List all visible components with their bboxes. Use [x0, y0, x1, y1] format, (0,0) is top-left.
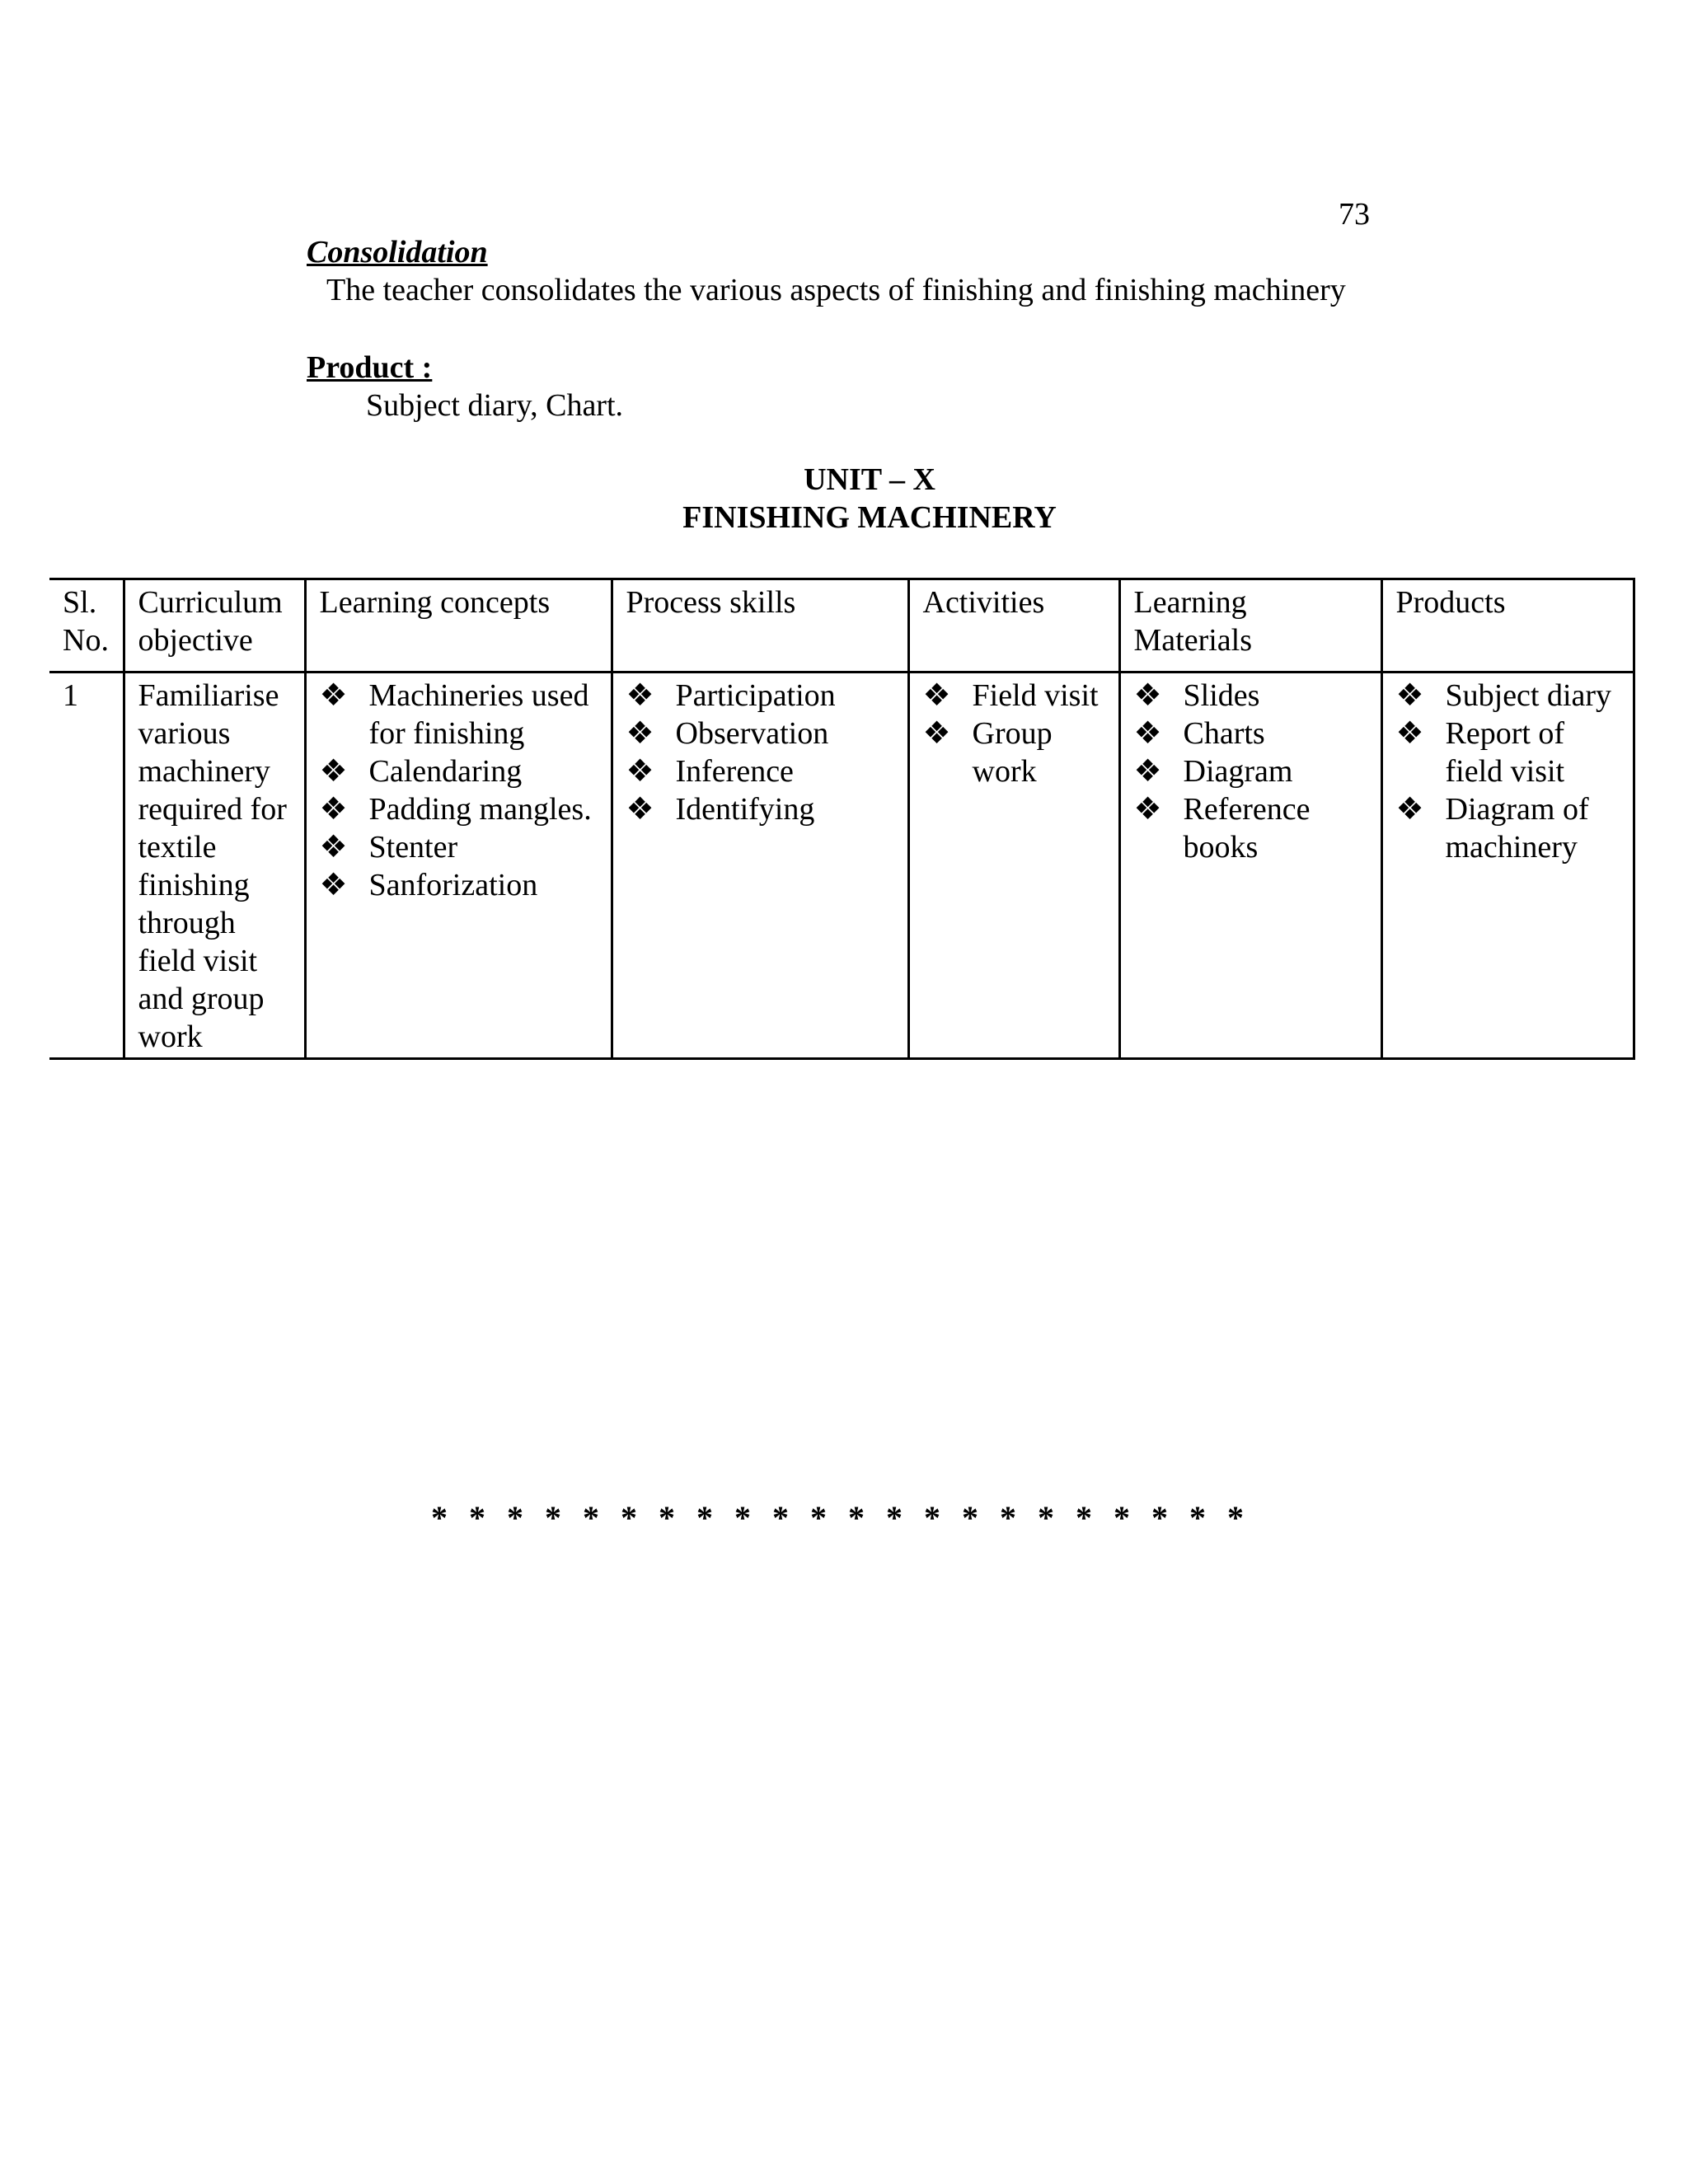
diamond-bullet-icon: ❖ [1133, 754, 1162, 789]
header-curriculum-objective: Curriculum objective [124, 579, 305, 673]
products-list [1396, 677, 1620, 866]
diamond-bullet-icon: ❖ [922, 716, 951, 751]
list-item-text: Observation [675, 716, 829, 751]
list-item-text: Participation [675, 678, 836, 713]
list-item [626, 715, 894, 752]
cell-learning-concepts [305, 673, 612, 1059]
consolidation-heading: Consolidation [307, 235, 488, 269]
diamond-bullet-icon: ❖ [626, 792, 654, 827]
cell-learning-materials [1119, 673, 1381, 1059]
list-item [1134, 752, 1367, 790]
list-item [1396, 715, 1620, 790]
list-item [626, 677, 894, 715]
table-header-row [49, 579, 1634, 673]
list-item [923, 677, 1105, 715]
diamond-bullet-icon: ❖ [626, 716, 654, 751]
diamond-bullet-icon: ❖ [319, 754, 348, 789]
list-item [320, 677, 598, 752]
diamond-bullet-icon: ❖ [319, 678, 348, 713]
list-item-text: Diagram [1183, 754, 1293, 789]
list-item-text: Identifying [675, 792, 815, 827]
list-item [1396, 677, 1620, 715]
diamond-bullet-icon: ❖ [1133, 792, 1162, 827]
list-item-text: Reference books [1183, 792, 1311, 865]
consolidation-text: The teacher consolidates the various aspects of finishing and finishing machinery [326, 273, 1346, 307]
product-heading: Product : [307, 350, 433, 385]
unit-subtitle: FINISHING MACHINERY [682, 500, 1057, 535]
list-item-text: Padding mangles. [368, 792, 592, 827]
list-item-text: Subject diary [1445, 678, 1612, 713]
list-item-text: Charts [1183, 716, 1265, 751]
cell-curriculum-objective: Familiarise various machinery required for textile finishing through field visit and group work [124, 673, 305, 1059]
list-item-text: Machineries used for finishing [368, 678, 589, 751]
curriculum-table [49, 578, 1635, 1060]
page-number: 73 [1339, 197, 1370, 232]
diamond-bullet-icon: ❖ [1133, 716, 1162, 751]
list-item-text: Stenter [368, 830, 458, 865]
list-item [626, 790, 894, 828]
diamond-bullet-icon: ❖ [1133, 678, 1162, 713]
list-item [1134, 790, 1367, 866]
list-item-text: Inference [675, 754, 794, 789]
process-skills-list [626, 677, 894, 828]
learning-concepts-list [320, 677, 598, 904]
list-item [1134, 677, 1367, 715]
header-products: Products [1381, 579, 1634, 673]
footer-stars: * * * * * * * * * * * * * * * * * * * * * * [431, 1499, 1250, 1536]
list-item-text: Slides [1183, 678, 1260, 713]
diamond-bullet-icon: ❖ [626, 678, 654, 713]
cell-activities [908, 673, 1119, 1059]
diamond-bullet-icon: ❖ [922, 678, 951, 713]
list-item [1396, 790, 1620, 866]
list-item-text: Group work [972, 716, 1053, 789]
list-item [1134, 715, 1367, 752]
header-sl-no: Sl. No. [49, 579, 124, 673]
header-process-skills: Process skills [612, 579, 908, 673]
list-item [320, 752, 598, 790]
unit-title: UNIT – X [804, 462, 935, 497]
cell-process-skills [612, 673, 908, 1059]
list-item [923, 715, 1105, 790]
cell-sl-no: 1 [49, 673, 124, 1059]
activities-list [923, 677, 1105, 790]
diamond-bullet-icon: ❖ [319, 792, 348, 827]
diamond-bullet-icon: ❖ [626, 754, 654, 789]
product-text: Subject diary, Chart. [366, 388, 624, 423]
learning-materials-list [1134, 677, 1367, 866]
list-item [320, 828, 598, 866]
list-item-text: Report of field visit [1445, 716, 1565, 789]
list-item [626, 752, 894, 790]
diamond-bullet-icon: ❖ [1395, 716, 1424, 751]
header-learning-materials: Learning Materials [1119, 579, 1381, 673]
header-activities: Activities [908, 579, 1119, 673]
list-item [320, 790, 598, 828]
list-item [320, 866, 598, 904]
list-item-text: Field visit [972, 678, 1099, 713]
list-item-text: Calendaring [368, 754, 523, 789]
list-item-text: Sanforization [368, 868, 538, 902]
diamond-bullet-icon: ❖ [1395, 678, 1424, 713]
cell-products [1381, 673, 1634, 1059]
diamond-bullet-icon: ❖ [319, 830, 348, 865]
diamond-bullet-icon: ❖ [319, 868, 348, 902]
list-item-text: Diagram of machinery [1445, 792, 1589, 865]
table-row [49, 673, 1634, 1059]
header-learning-concepts: Learning concepts [305, 579, 612, 673]
diamond-bullet-icon: ❖ [1395, 792, 1424, 827]
